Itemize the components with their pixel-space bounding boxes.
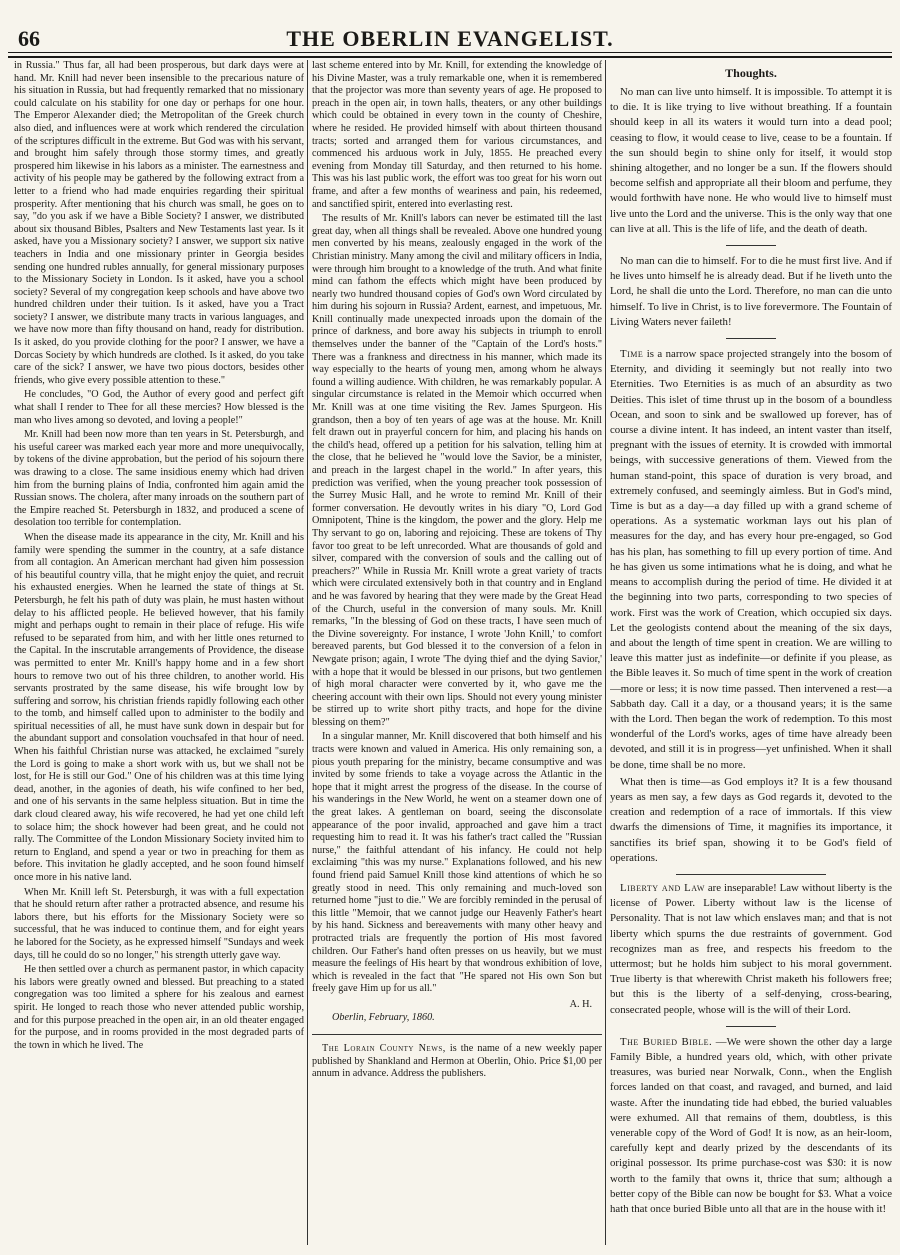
masthead-rule xyxy=(8,52,892,53)
bible-lead: The Buried Bible. xyxy=(620,1035,713,1048)
divider xyxy=(676,874,826,875)
paragraph: Mr. Knill had been now more than ten years in St. Petersburgh, and his useful career was marked each year more and more unequivocally, by tokens of the divine approbation, but the period of his sojourn there was drawing to a close. The same insidious enemy which had driven him from the burning plains of India, confronted him again amid the Russian snows. The cholera, after many inroads on the southern part of the Empire reached St. Petersburgh in 1832, and produced a scene of desolation too terrible for contemplation. xyxy=(14,429,304,529)
column-rule xyxy=(605,60,606,1245)
masthead-title: THE OBERLIN EVANGELIST. xyxy=(286,26,614,51)
thought-paragraph: No man can live unto himself. It is impossible. To attempt it is to die. It is like trying to live without breathing. If a fountain should keep in all its waters it would turn into a dead pool; ceasing to flow, it would cease to live, cease to be a fountain. If the sun should begin to shine only for itself, it would stop shining altogether, and no longer be a sun. If the flowers should become selfish and appropriate all their bloom and perfume, they would forthwith have none. He who would live to himself must live unto the Lord and the universe. This is the only way that one can live at all. This is the life of life, and the death of death. xyxy=(610,86,892,235)
paragraph: He then settled over a church as permanent pastor, in which capacity his labors were greatly owned and blessed. But preaching to a stated congregation was too limited a sphere for his zealous and earnest spirit. He longed to reach those who never attended public worship, and for this purpose preached in the open air, in an old theater engaged for the purpose, and in rooms provided in the most degraded parts of the town in which he lived. The xyxy=(14,964,304,1051)
divider xyxy=(726,338,776,339)
notice-lead: The Lorain County News, xyxy=(322,1042,446,1054)
notice-text: is the name of a new weekly paper published by Shankland and Hermon at Oberlin, Ohio. Price $1,00 per annum in advance. Address the publishers. xyxy=(312,1042,602,1080)
paragraph: When Mr. Knill left St. Petersburgh, it was with a full expectation that he should return after rather a protracted absence, and resume his labors there, but his efforts for the Missionary Society were so successful, that he was induced to continue them, and for eight years he labored for the Society, as he expressed himself "Sundays and week days, till he could do so no longer," his strength utterly gave way. xyxy=(14,886,304,961)
dateline: Oberlin, February, 1860. xyxy=(332,1011,435,1023)
masthead xyxy=(8,12,892,58)
column-1-knill-memoir xyxy=(14,60,304,1255)
time-lead: Time xyxy=(620,348,644,361)
time-text: is a narrow space projected strangely into the bosom of Eternity, and dividing it seemingly but not really into two Eternities. Two Eternities is as much of an absurdity as two Deities. This islet of time thrust up in the bosom of a boundless Ocean, and soon to sink and be swallowed up forever, has of course a divine intent. It has indeed, an intent vaster than itself, pregnant with the issues of eternity. It is crowded with immortal beings, with successive generations of them. Viewed from the human stand-point, this space of duration is very broad, and extremely confused, and seemingly aimless. But in God's mind, Time is but as a day—a day filled up with a grand scheme of operations. As a systematic workman lays out his plan of measures for the day, and has every hour pre-engaged, so God has his plan, has something to fill up every portion of time. And he has given us some intimations what he is doing, and what he means to accomplish during the period of time. He divided it at the beginning into two parts, corresponding to two species of work. First was the work of Creation, which occupied six days. Let the geologists contend about the meaning of the six days, and about the length of time spent in creation. We are willing to leave this matter just as indefinite—or definite if you please, as the Bible leaves it. So much of time spent in the work of creation—more or less; it is now time passed. Then intervened a rest—a Sabbath day. Call it a day, or a thousand years; it is the same with the Lord. Then began the work of redemption. To this most wonderful of the Lord's works, ages of time have already been devoted, and still it is in progress—yet unfinished. When it shall be done, time shall be no more. xyxy=(610,348,892,771)
column-rule xyxy=(307,60,308,1245)
paragraph: in Russia." Thus far, all had been prosperous, but dark days were at hand. Mr. Knill had never been insensible to the precarious nature of his situation in Russia, but had frequently remarked that no missionary could calculate on his stability for one day or perhaps for one hour. The Emperor Alexander died; the Metropolitan of the Greek church also died, and influences were at work which rendered the circulation of the scriptures difficult in the extreme. But God was with his servant, and brought him safely through those stormy times, and greatly prospered him likewise in his labors as a minister. The earnestness and activity of his people may be gathered by the following extract from a letter to a friend who had made enquiries regarding their spiritual prosperity. After mentioning that his church was small, he goes on to say, "do you ask if we have a Bible Society? I answer, we distributed about six thousand Bibles, Psalters and New Testaments last year. Is it asked, have you a Missionary society? I answer, we support six native teachers in India and one missionary printer in Georgia besides sending one hundred rubles annually, for general missionary purposes to the Missionary Society in London. Is it asked, have you a school society? Several of my congregation keep schools and have above two hundred children under their tuition. Is it asked, have you a Tract society? I answer, we distribute many tracts in various languages, and we have now more than fifty thousand on hand, ready for distribution. Is it asked, do you provide clothing for the poor? I answer, we have a Dorcas Society by which hundreds are clothed. Is it asked, do you take care of the sick? I answer, we have two pious doctors, besides other friends, who give every possible attention to these." xyxy=(14,60,304,386)
thoughts-heading: Thoughts. xyxy=(725,66,777,80)
divider xyxy=(726,245,776,246)
lorain-news-notice xyxy=(312,1034,602,1081)
column-3-thoughts xyxy=(610,60,892,1255)
paragraph: In a singular manner, Mr. Knill discovered that both himself and his tracts were known and valued in America. His only remaining son, a pious youth preparing for the ministry, became consumptive and was invited by some friends to take a voyage across the Atlantic in the hope that it might arrest the progress of the disease. In the course of his wanderings in the New World, he went on a steamer down one of the great lakes. A gentleman on board, seeing the disconsolate appearance of the poor invalid, approached and gave him a tract requesting him to read it. It was his father's tract called the "Russian nurse," the faithful attendant of his infancy. He could not help exclaiming "this was my nurse." Explanations followed, and his new found friend paid Samuel Knill those kind attentions of which he so greatly stood in need. This only remaining and much-loved son returned home "just to die." We are forcibly reminded in the perusal of this little "Memoir, that we cannot judge our Heavenly Father's heart by his hand. Sickness and bereavements with many other heavy and protracted trials are frequently the portion of His most favored children. Our Father's hand often presses on us heavily, but we must measure the feelings of His heart by that wondrous exhibition of love, which is revealed in the fact that "He spared not His own Son but freely gave Him up for us all." xyxy=(312,731,602,995)
liberty-text: are inseparable! Law without liberty is the license of Power. Liberty without law is the license of Personality. That is not law which enslaves man; and that is not liberty which spurns the due restraints of government. God recognizes man as free, and respects his freedom to the uttermost; but he holds him subject to his moral government. True liberty is that wherewith Christ maketh his followers free; but this is the liberty of a self-denying, cross-bearing, consecrated people, whose will is the will of their Lord. xyxy=(610,881,892,1016)
author-signature: A. H. xyxy=(569,998,592,1010)
paragraph: When the disease made its appearance in the city, Mr. Knill and his family were spending the summer in the country, at a safe distance from all contagion. An American merchant had given him possession of his beautiful country villa, that he might enjoy the quiet, and recruit his exhausted energies. When he learned the state of things at St. Petersburgh, he felt his path of duty was plain, he must hasten without delay to his afflicted people. He believed however, that his family might and perhaps ought to remain in their place of refuge. His wife refused to be separated from him, and with her little ones returned to the Capital. In the inscrutable arrangements of Providence, the disease was permitted to enter Mr. Knill's happy home and in a few short hours to remove two out of his three children, to another world. His servants prostrated by the same disease, his wife brought low by suffering and sorrow, his christian friends rapidly following each other to the tomb, and himself called upon to administer to the bodily and spiritual necessities of all, he must have sunk down in despair but for the abundant support and consolation vouchsafed in that hour of need. When his faithful Christian nurse was attacked, he exclaimed "surely the Lord is going to make a short work with us, but we shall not be lost, for He is still our God." One of his children was at this time lying dead, another, in the agonies of death, his wife confined to her bed, and one of his servants in the same helpless situation. But in time the dark cloud cleared away, his wife recovered, he had yet one child left to solace him; the shock however had been great, and he could not rally. The Committee of the London Missionary Society invited him to return to England, and spend a year or two in preaching for them as before. This invitation he gladly accepted, and he soon found himself once more in his native land. xyxy=(14,531,304,883)
time-paragraph-2: What then is time—as God employs it? It is a few thousand years as men say, a few days as God regards it, devoted to the creation and redemption of a race of immortals. If this view dwarfs the dimensions of Time, it magnifies its importance, it sanctifies its brief span, showing it to be God's field of operations. xyxy=(610,775,892,864)
page-number: 66 xyxy=(18,26,40,51)
column-2-knill-memoir xyxy=(312,60,602,1255)
paragraph: He concludes, "O God, the Author of every good and perfect gift what shall I render to Thee for all these mercies? How blessed is the man who lives among so devoted, and loving a people!" xyxy=(14,389,304,426)
paragraph: last scheme entered into by Mr. Knill, for extending the knowledge of his Divine Master, was a truly remarkable one, when it is remembered that the projector was more than seventy years of age. He proposed to preach in the open air, in town halls, theaters, or any other buildings which could be obtained in every town in the county of Cheshire, where he resided. He provided himself with about thirteen thousand tracts; sorted and arranged them for various circumstances, and commenced his arduous work in July, 1855. He preached every evening from Monday till Saturday, and then returned to his home. This was his last public work, the effort was too great for his worn out frame, and after a few months of weariness and pain, his redeemed, and sanctified spirit, entered into everlasting rest. xyxy=(312,60,602,210)
paragraph: The results of Mr. Knill's labors can never be estimated till the last great day, when all things shall be revealed. Above one hundred young men converted by his means, zealously engaged in the work of the Christian ministry. Many among the civil and military officers in India, were through him brought to a knowledge of the truth. And what finite mind can fathom the effects which might have been produced by nearly two hundred thousand copies of God's own Word circulated by him during his sojourn in Russia? Ardent, earnest, and impetuous, Mr. Knill continually made unexpected inroads upon the domain of the prince of darkness, and bore away his subjects in triumph to enroll themselves under the banner of the "Captain of the Lord's hosts." There was a frankness and directness in his manner, which made its way especially to the hearts of young men, among whom he always found a willing audience. With children, he was remarkably popular. A singular circumstance is related in the Memoir which occurred when Mr. Knill was at one time visiting the Rev. James Spurgeon. His grandson, then a boy of ten years of age was at the house. Mr. Knill felt drawn out in prayerful concern for him, and placing his hands on the child's head, offered up a petition for his salvation, telling him at the close, that he believed he "would love the Savior, be a minister, and preach in the largest chapel in the world." In after years, this prediction was verified, when the young preacher took possession of the Surrey Music Hall, and he wrote to remind Mr. Knill of their former conversation. He devoutly writes in his diary "O, Lord God Omnipotent, Thine is the kingdom, the power and the glory. Help me Thy servant to go on, laboring and rejoicing. These are tokens of Thy favor too great to be left unrecorded. What are thousands of gold and silver, compared with the conversion of souls and the calling out of preachers?" While in Russia Mr. Knill wrote a great variety of tracts which were circulated extensively both in that country and in England and he was favored by hearing that they were made by the Great Head of the Church, useful in the conversion of many souls. Mr. Knill remarks, "In the blessing of God on these tracts, I have seen much of the Divine sovereignty. For instance, I wrote 'John Knill,' to comfort bereaved parents, but God blessed it to the conversion of a felon in Newgate prison; again, I wrote 'The dying thief and the dying Savior,' with a hope that it would be blessed in our prisons, but two gentlemen of high moral character were converted by it, who gave me the cheering account with their own lips. Should not every young minister be stirred up to write short pithy tracts, and hope for the divine blessing on them?" xyxy=(312,213,602,728)
bible-text: —We were shown the other day a large Family Bible, a hundred years old, which, with other private treasures, was buried near Norwalk, Conn., when the English forces landed on that coast, and ravaged, and burned, and laid waste. After the inundating tide had ebbed, the buried valuables were exhumed. All that remains of them, doubtless, is this venerable copy of the Word of God! It is now, as an heir-loom, carefully kept and dearly prized by the descendants of its original possessor. Its prime purchase-cost was $30: it is now worth to the family that owns it, thrice that sum; although a better copy of the Bible can now be bought for $3. What a voice hath that once buried Bible unto all that are in the house with it! xyxy=(610,1035,892,1216)
thought-paragraph: No man can die to himself. For to die he must first live. And if he lives unto himself he is already dead. But if he liveth unto the Lord, he shall die unto the Lord. Therefore, no man can die unto himself. To live in Christ, is to live forevermore. The Fountain of Living Waters never faileth! xyxy=(610,255,892,328)
divider xyxy=(726,1026,776,1027)
liberty-lead: Liberty and Law xyxy=(620,881,705,894)
columns xyxy=(8,60,892,1255)
